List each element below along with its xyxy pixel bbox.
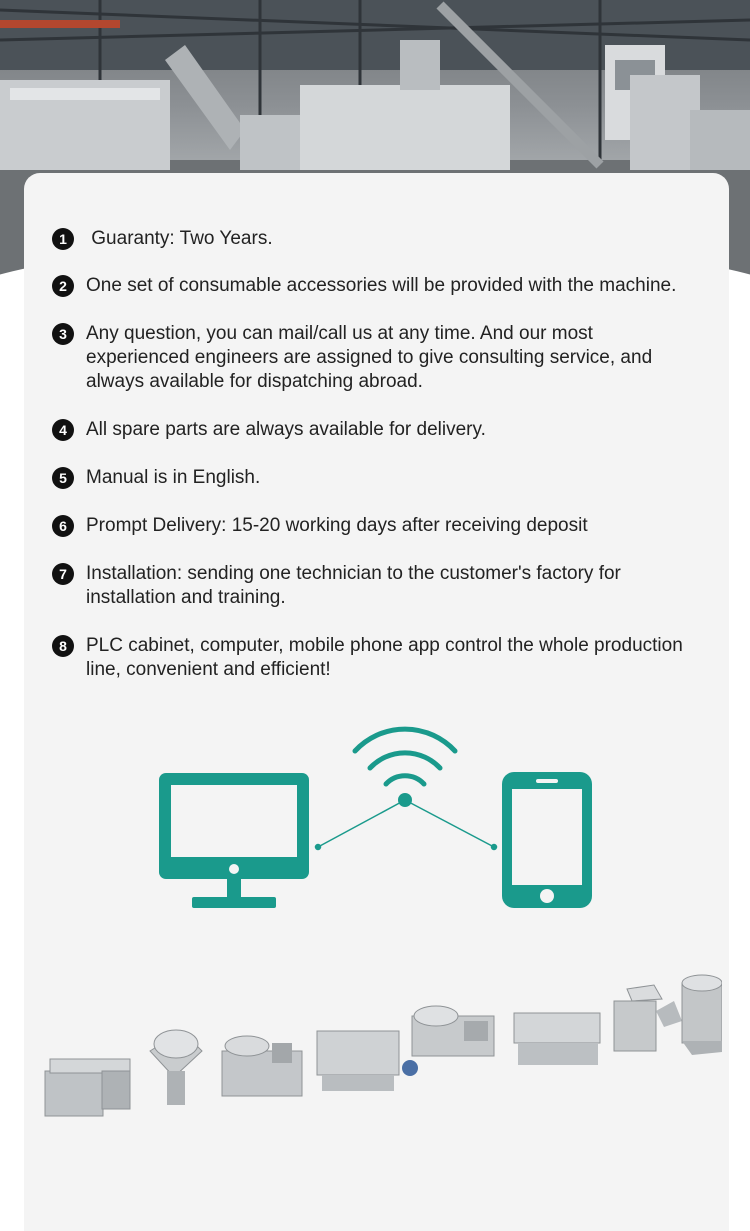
- item-text: Prompt Delivery: 15-20 working days after receiving deposit: [86, 515, 588, 536]
- dewatering-machine: [222, 1036, 302, 1096]
- computer-monitor-icon: [159, 773, 309, 908]
- item-number-badge: 3: [52, 323, 74, 345]
- item-number-badge: 7: [52, 563, 74, 585]
- fryer-machine: [317, 1031, 418, 1091]
- seasoning-drum-machine: [150, 1030, 202, 1105]
- peeler-machine: [682, 975, 722, 1055]
- machine-lineup-image: [42, 971, 722, 1136]
- item-text: Manual is in English.: [86, 467, 261, 488]
- item-text: PLC cabinet, computer, mobile phone app control the whole production line, convenient and efficient!: [86, 635, 683, 680]
- washing-machine: [514, 1013, 600, 1065]
- item-number-badge: 8: [52, 635, 74, 657]
- item-text: Any question, you can mail/call us at any time. And our most experienced engineers are assigned to give consulting service, and always available for dispatching abroad.: [86, 323, 653, 392]
- item-text: Guaranty: Two Years.: [86, 228, 273, 249]
- blanching-machine: [412, 1006, 494, 1056]
- wifi-signal-icon: [355, 729, 455, 807]
- vacuum-packer-machine: [45, 1059, 130, 1116]
- item-text: Installation: sending one technician to the customer's factory for installation and training.: [86, 563, 621, 608]
- slicer-machine: [614, 985, 682, 1051]
- item-number-badge: 6: [52, 515, 74, 537]
- connectivity-illustration: [154, 713, 614, 918]
- item-text: All spare parts are always available for delivery.: [86, 419, 486, 440]
- item-number-badge: 5: [52, 467, 74, 489]
- item-number-badge: 2: [52, 275, 74, 297]
- item-number-badge: 4: [52, 419, 74, 441]
- item-text: One set of consumable accessories will be provided with the machine.: [86, 275, 677, 296]
- connection-lines: [316, 800, 497, 850]
- item-number-badge: 1: [52, 228, 74, 250]
- mobile-phone-icon: [502, 772, 592, 908]
- info-card: [24, 173, 729, 1231]
